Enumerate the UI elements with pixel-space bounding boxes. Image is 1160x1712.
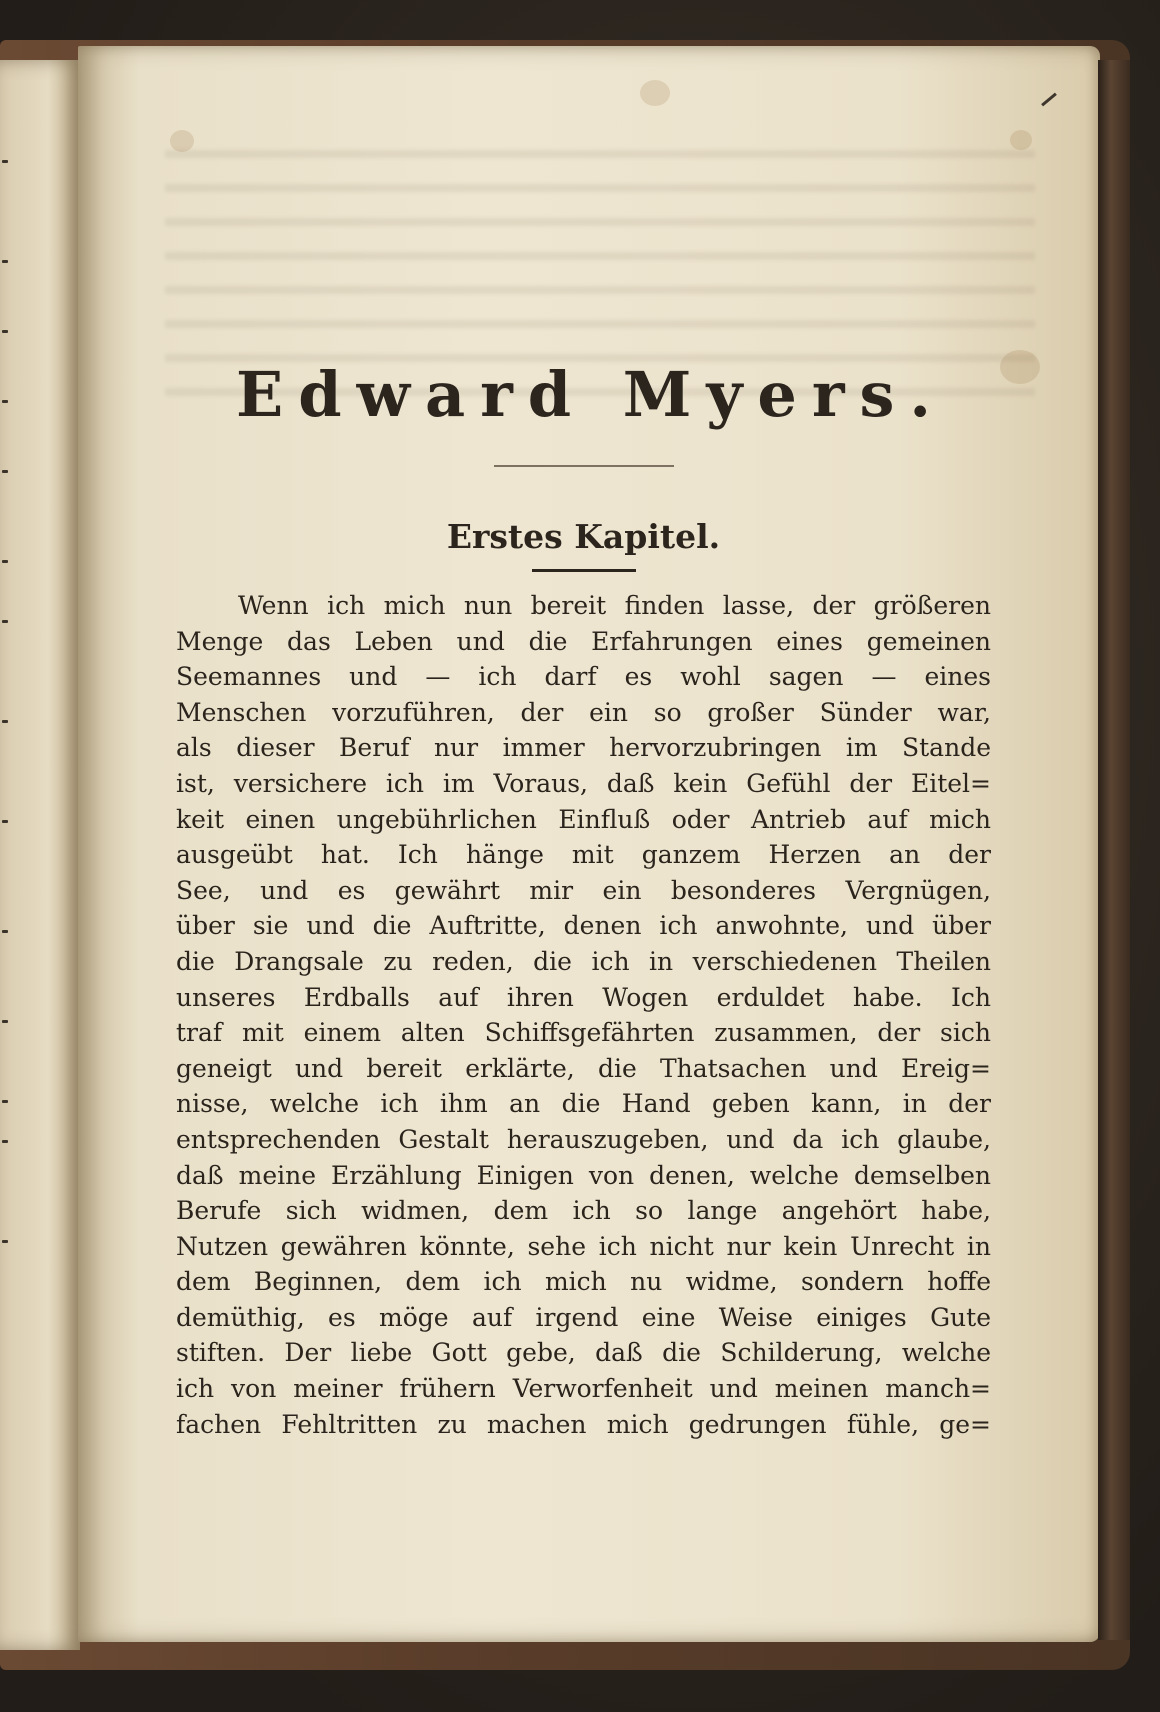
text-line: keit einen ungebührlichen Einfluß oder Antrieb auf mich bbox=[176, 804, 991, 834]
left-page-glyph-fragment bbox=[2, 1240, 8, 1243]
chapter-heading: Erstes Kapitel. bbox=[446, 517, 721, 556]
left-page-glyph-fragment bbox=[2, 160, 8, 163]
text-line: See, und es gewährt mir ein besonderes Vergnügen, bbox=[176, 875, 991, 905]
text-line: Wenn ich mich nun bereit finden lasse, der größeren bbox=[238, 591, 991, 620]
text-line: fachen Fehltritten zu machen mich gedrungen fühle, ge= bbox=[176, 1409, 991, 1439]
text-line: unseres Erdballs auf ihren Wogen erduldet habe. Ich bbox=[176, 982, 991, 1012]
text-line: Seemannes und — ich darf es wohl sagen — eines bbox=[176, 662, 991, 692]
left-page-glyph-fragment bbox=[2, 930, 8, 933]
text-line: Menge das Leben und die Erfahrungen eines gemeinen bbox=[176, 626, 991, 656]
left-page-glyph-fragment bbox=[2, 720, 8, 723]
book-title: Edward Myers. bbox=[235, 358, 946, 431]
text-line: ich von meiner frühern Verworfenheit und meinen manch= bbox=[176, 1374, 991, 1404]
page-content bbox=[176, 355, 991, 1442]
left-page-glyph-fragment bbox=[2, 560, 8, 563]
title-divider bbox=[494, 465, 674, 467]
paper-stain bbox=[1000, 350, 1040, 384]
paper-stain bbox=[170, 130, 194, 152]
text-line: Berufe sich widmen, dem ich so lange angehört habe, bbox=[176, 1196, 991, 1226]
text-line: geneigt und bereit erklärte, die Thatsachen und Ereig= bbox=[176, 1053, 991, 1083]
text-line: entsprechenden Gestalt herauszugeben, und da ich glaube, bbox=[176, 1124, 991, 1154]
text-line: über sie und die Auftritte, denen ich anwohnte, und über bbox=[176, 911, 991, 941]
text-line: als dieser Beruf nur immer hervorzubringen im Stande bbox=[176, 733, 991, 763]
text-line: stiften. Der liebe Gott gebe, daß die Schilderung, welche bbox=[176, 1338, 991, 1368]
left-page-glyph-fragment bbox=[2, 330, 8, 333]
text-line: demüthig, es möge auf irgend eine Weise einiges Gute bbox=[176, 1302, 991, 1332]
left-page-glyph-fragment bbox=[2, 470, 8, 473]
text-line: ist, versichere ich im Voraus, daß kein Gefühl der Eitel= bbox=[176, 768, 991, 798]
left-page-glyph-fragment bbox=[2, 260, 8, 263]
left-page-glyph-fragment bbox=[2, 820, 8, 823]
text-line: ausgeübt hat. Ich hänge mit ganzem Herzen an der bbox=[176, 840, 991, 870]
text-line: Nutzen gewähren könnte, sehe ich nicht nur kein Unrecht in bbox=[176, 1231, 991, 1261]
text-line: traf mit einem alten Schiffsgefährten zusammen, der sich bbox=[176, 1018, 991, 1048]
left-page-glyph-fragment bbox=[2, 1140, 8, 1143]
left-page-glyph-fragment bbox=[2, 1100, 8, 1103]
chapter-divider bbox=[532, 569, 636, 572]
paper-stain bbox=[1010, 130, 1032, 150]
page-edge-shadow bbox=[1098, 60, 1130, 1640]
text-line: die Drangsale zu reden, die ich in verschiedenen Theilen bbox=[176, 946, 991, 976]
text-line: nisse, welche ich ihm an die Hand geben kann, in der bbox=[176, 1089, 991, 1119]
body-paragraph bbox=[176, 588, 991, 1442]
text-line: Menschen vorzuführen, der ein so großer Sünder war, bbox=[176, 697, 991, 727]
left-page-glyph-fragment bbox=[2, 1020, 8, 1023]
left-page-glyph-fragment bbox=[2, 620, 8, 623]
text-line: dem Beginnen, dem ich mich nu widme, sondern hoffe bbox=[176, 1267, 991, 1297]
paper-stain bbox=[640, 80, 670, 106]
left-page-edge bbox=[0, 60, 80, 1650]
left-page-glyph-fragment bbox=[2, 400, 8, 403]
text-line: daß meine Erzählung Einigen von denen, welche demselben bbox=[176, 1160, 991, 1190]
